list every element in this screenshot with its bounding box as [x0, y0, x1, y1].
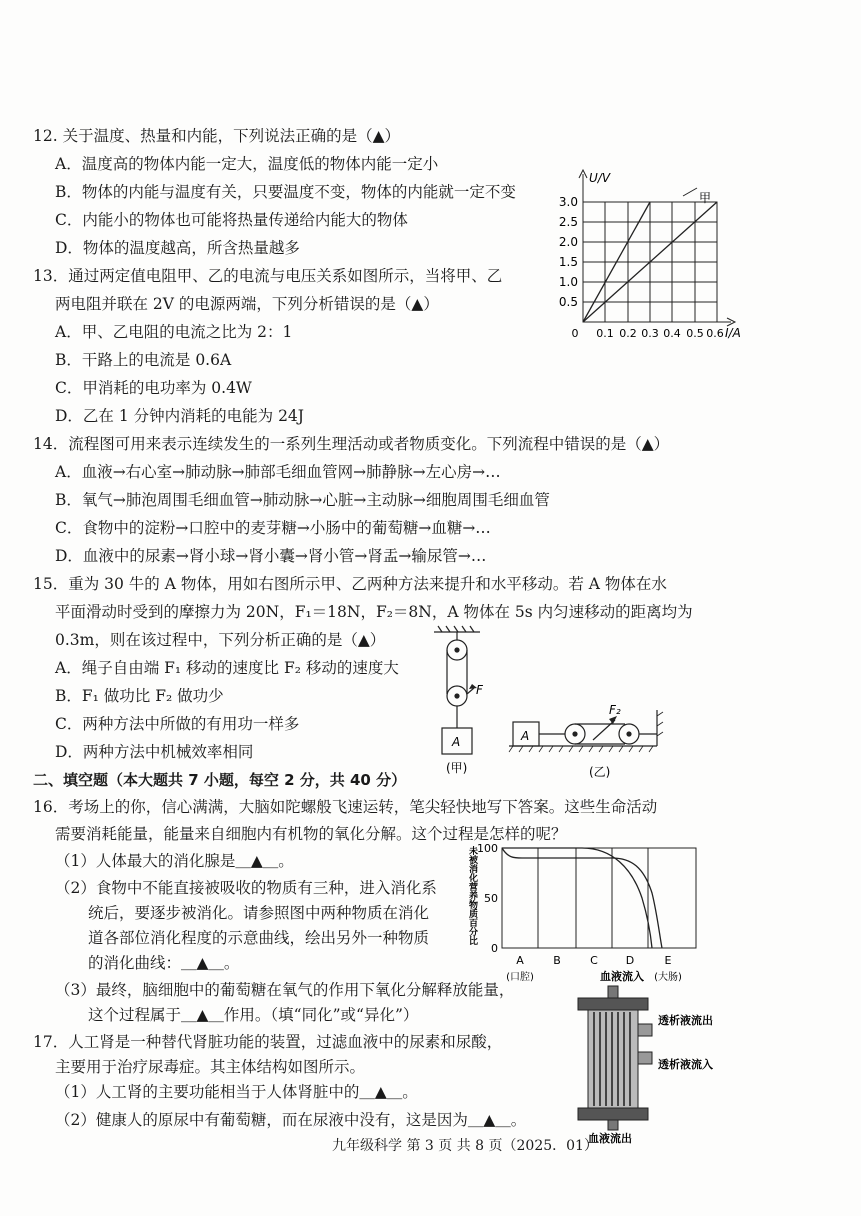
q13-y-tick: 3.0 — [558, 195, 578, 209]
q16-chart-x-sub-a: (口腔) — [506, 972, 534, 983]
q13-x-tick: 0.1 — [596, 327, 614, 340]
q16-part-2-line-1: （2）食物中不能直接被吸收的物质有三种，进入消化系 — [55, 879, 437, 897]
q15-stem-2: 平面滑动时受到的摩擦力为 20N，F₁＝18N，F₂＝8N，A 物体在 5s 内匀速移动的距离均为 — [55, 603, 693, 621]
q15-force-f-label: F — [476, 683, 483, 697]
q13-option-d: D．乙在 1 分钟内消耗的电能为 24J — [55, 407, 305, 425]
q16-part-2-line-4: 的消化曲线：＿▲＿。 — [88, 954, 240, 972]
q13-y-tick: 1.0 — [558, 275, 578, 289]
q14-option-b: B．氧气→肺泡周围毛细血管→肺动脉→心脏→主动脉→细胞周围毛细血管 — [55, 491, 550, 509]
q15-stem-3: 0.3m，则在该过程中，下列分析正确的是（▲） — [55, 631, 386, 649]
q16-chart-y-tick: 50 — [484, 892, 498, 905]
q13-option-a: A．甲、乙电阻的电流之比为 2：1 — [55, 323, 293, 341]
q13-ui-graph — [555, 168, 745, 338]
q15-option-b: B．F₁ 做功比 F₂ 做功少 — [55, 687, 224, 705]
q13-x-tick: 0.5 — [686, 327, 704, 340]
q13-x-axis-label: I/A — [725, 326, 741, 340]
q13-x-tick: 0.4 — [663, 327, 681, 340]
q16-chart-y-label: 未被消化营养物质百分比 — [467, 846, 477, 945]
q15-pulley-figure-jia — [428, 626, 498, 776]
q15-force-f2-label: F₂ — [609, 703, 621, 717]
q13-x-tick: 0.3 — [641, 327, 659, 340]
q15-block-a-label-yi: A — [521, 729, 530, 743]
q17-stem-1: 17．人工肾是一种替代肾脏功能的装置，过滤血液中的尿素和尿酸， — [33, 1033, 503, 1051]
q14-option-a: A．血液→右心室→肺动脉→肺部毛细血管网→肺静脉→左心房→… — [55, 463, 501, 481]
q15-option-a: A．绳子自由端 F₁ 移动的速度比 F₂ 移动的速度大 — [55, 659, 399, 677]
q15-caption-jia: (甲) — [446, 761, 468, 775]
q12-option-a: A．温度高的物体内能一定大，温度低的物体内能一定小 — [55, 155, 439, 173]
q13-y-tick: 0.5 — [558, 295, 578, 309]
q13-stem-2: 两电阻并联在 2V 的电源两端，下列分析错误的是（▲） — [55, 295, 439, 313]
q12-stem: 12. 关于温度、热量和内能，下列说法正确的是（▲） — [33, 127, 400, 145]
q15-stem-1: 15．重为 30 牛的 A 物体，用如右图所示甲、乙两种方法来提升和水平移动。若 A 物体在水 — [33, 575, 667, 593]
q13-y-tick: 1.5 — [558, 255, 578, 269]
q13-stem-1: 13．通过两定值电阻甲、乙的电流与电压关系如图所示，当将甲、乙 — [33, 267, 503, 285]
q17-blood-in-label: 血液流入 — [600, 970, 644, 983]
q13-option-b: B．干路上的电流是 0.6A — [55, 351, 232, 369]
q16-chart-y-tick: 0 — [491, 942, 498, 955]
q14-option-c: C．食物中的淀粉→口腔中的麦芽糖→小肠中的葡萄糖→血糖→… — [55, 519, 491, 537]
q15-option-d: D．两种方法中机械效率相同 — [55, 743, 254, 761]
q16-chart-x-tick: B — [553, 954, 561, 967]
q15-caption-yi: (乙) — [589, 765, 611, 779]
q16-chart-x-tick: C — [590, 954, 598, 967]
q16-chart-x-tick: E — [664, 954, 672, 967]
q17-part-1: （1）人工肾的主要功能相当于人体肾脏中的＿▲＿。 — [55, 1083, 418, 1101]
section-2-heading: 二、填空题（本大题共 7 小题，每空 2 分，共 40 分） — [33, 771, 407, 789]
q17-dialysate-out-label: 透析液流出 — [658, 1014, 713, 1027]
q16-part-2-line-3: 道各部位消化程度的示意曲线，绘出另外一种物质 — [88, 929, 430, 947]
page-footer: 九年级科学 第 3 页 共 8 页（2025．01） — [332, 1138, 598, 1154]
q16-part-3-line-1: （3）最终，脑细胞中的葡萄糖在氧气的作用下氧化分解释放能量， — [55, 981, 515, 999]
q14-option-d: D．血液中的尿素→肾小球→肾小囊→肾小管→肾盂→输尿管→… — [55, 547, 487, 565]
q16-chart-x-tick: A — [516, 954, 524, 967]
q12-option-b: B．物体的内能与温度有关，只要温度不变，物体的内能就一定不变 — [55, 183, 516, 201]
q13-series-label: 甲 — [699, 191, 712, 205]
q15-pulley-figure-yi — [505, 700, 675, 778]
q17-part-2: （2）健康人的原尿中有葡萄糖，而在尿液中没有，这是因为＿▲＿。 — [55, 1111, 527, 1129]
q16-chart-y-tick: 100 — [477, 842, 498, 855]
q15-option-c: C．两种方法中所做的有用功一样多 — [55, 715, 300, 733]
q15-block-a-label-jia: A — [452, 735, 461, 749]
q17-stem-2: 主要用于治疗尿毒症。其主体结构如图所示。 — [55, 1058, 366, 1076]
q16-part-3-line-2: 这个过程属于＿▲＿作用。（填“同化”或“异化”） — [88, 1006, 419, 1024]
q16-chart-x-sub-e: (大肠) — [654, 972, 682, 983]
q12-option-c: C．内能小的物体也可能将热量传递给内能大的物体 — [55, 211, 408, 229]
q16-part-2-line-2: 统后，要逐步被消化。请参照图中两种物质在消化 — [88, 904, 430, 922]
q16-stem-1: 16．考场上的你，信心满满，大脑如陀螺般飞速运转，笔尖轻快地写下答案。这些生命活动 — [33, 798, 658, 816]
q14-stem: 14．流程图可用来表示连续发生的一系列生理活动或者物质变化。下列流程中错误的是（▲） — [33, 435, 670, 453]
q13-y-axis-label: U/V — [589, 171, 611, 185]
q13-x-tick: 0 — [571, 327, 579, 340]
q17-dialysate-in-label: 透析液流入 — [658, 1058, 713, 1071]
q13-x-tick: 0.6 — [706, 327, 724, 340]
q13-y-tick: 2.5 — [558, 215, 578, 229]
q17-artificial-kidney-figure — [570, 966, 730, 1144]
q12-option-d: D．物体的温度越高，所含热量越多 — [55, 239, 300, 257]
q17-blood-out-label: 血液流出 — [588, 1132, 632, 1145]
q16-part-1: （1）人体最大的消化腺是＿▲＿。 — [55, 852, 294, 870]
q16-stem-2: 需要消耗能量，能量来自细胞内有机物的氧化分解。这个过程是怎样的呢？ — [55, 825, 567, 843]
q16-chart-x-tick: D — [625, 954, 635, 967]
q13-y-tick: 2.0 — [558, 235, 578, 249]
q13-x-tick: 0.2 — [619, 327, 637, 340]
q13-option-c: C．甲消耗的电功率为 0.4W — [55, 379, 252, 397]
